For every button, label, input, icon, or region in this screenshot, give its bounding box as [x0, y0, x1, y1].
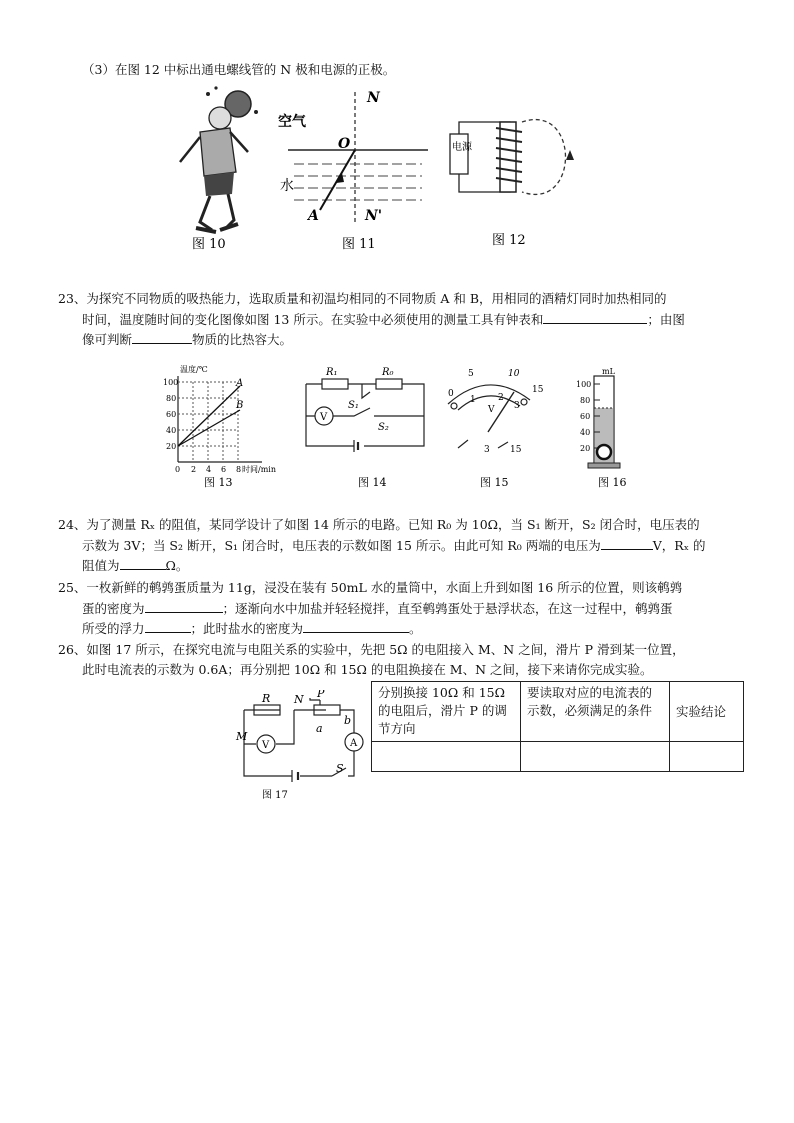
- svg-text:N': N': [365, 208, 383, 224]
- svg-text:20: 20: [580, 444, 591, 453]
- svg-text:15: 15: [510, 445, 522, 455]
- fig12-caption: 图 12: [492, 233, 526, 248]
- svg-text:20: 20: [166, 442, 177, 451]
- svg-text:80: 80: [166, 394, 177, 403]
- question-24-line3: 阻值为 Ω。: [82, 558, 189, 573]
- egg-icon: [597, 445, 611, 459]
- question-22-part3: （3）在图 12 中标出通电螺线管的 N 极和电源的正极。: [82, 62, 396, 77]
- fig17-caption: 图 17: [262, 790, 288, 801]
- answer-blank-tool[interactable]: [543, 311, 647, 324]
- svg-text:R₁: R₁: [326, 367, 338, 378]
- fig13-caption: 图 13: [204, 476, 233, 489]
- answer-blank-substance[interactable]: [132, 331, 192, 344]
- svg-text:S₂: S₂: [378, 422, 389, 433]
- svg-text:水: 水: [280, 178, 294, 194]
- question-25-line3: 所受的浮力 ；此时盐水的密度为 。: [82, 621, 422, 636]
- svg-text:a: a: [316, 722, 323, 735]
- fig11-drawing: [278, 90, 428, 224]
- fig14-caption: 图 14: [358, 476, 387, 489]
- svg-text:V: V: [488, 405, 495, 415]
- svg-text:P: P: [317, 690, 325, 700]
- svg-text:温度/℃: 温度/℃: [180, 365, 208, 374]
- svg-text:R: R: [262, 692, 271, 705]
- svg-text:10: 10: [508, 369, 520, 379]
- svg-text:5: 5: [468, 369, 474, 379]
- svg-text:V: V: [262, 740, 270, 751]
- svg-text:15: 15: [532, 385, 544, 395]
- answer-cell-condition[interactable]: [521, 742, 670, 772]
- fig16-caption: 图 16: [598, 476, 627, 489]
- svg-text:S₁: S₁: [348, 400, 359, 411]
- fig15-voltmeter: [448, 385, 530, 448]
- svg-text:2: 2: [191, 465, 197, 474]
- svg-text:100: 100: [163, 378, 179, 387]
- svg-text:40: 40: [580, 428, 591, 437]
- svg-text:A: A: [350, 738, 358, 749]
- svg-text:空气: 空气: [278, 114, 306, 130]
- question-24-line2: 示数为 3V；当 S₂ 断开，S₁ 闭合时，电压表的示数如图 15 所示。由此可知 R₀ 两端的电压为 V，Rₓ 的: [82, 538, 706, 553]
- table-header-row: [372, 682, 744, 742]
- fig10-drawing: [180, 86, 258, 232]
- svg-text:2: 2: [498, 393, 504, 403]
- question-26-line2: 此时电流表的示数为 0.6A；再分别把 10Ω 和 15Ω 的电阻换接在 M、N 之间，接下来请你完成实验。: [82, 662, 653, 677]
- svg-text:80: 80: [580, 396, 591, 405]
- fig12-drawing: [450, 120, 574, 195]
- svg-text:M: M: [236, 730, 248, 743]
- fig17-circuit: [228, 690, 368, 802]
- svg-text:N: N: [367, 90, 380, 106]
- svg-text:3: 3: [514, 401, 520, 411]
- question-26-line1: 26、如图 17 所示，在探究电流与电阻关系的实验中，先把 5Ω 的电阻接入 M、N 之间，滑片 P 滑到某一位置，: [58, 642, 685, 657]
- svg-text:0: 0: [448, 389, 454, 399]
- answer-blank-resistance[interactable]: [120, 557, 166, 570]
- answer-table: [371, 681, 744, 772]
- head-icon: [209, 107, 231, 129]
- svg-text:电源: 电源: [452, 142, 472, 153]
- question-23-line1: 23、为探究不同物质的吸热能力，选取质量和初温均相同的不同物质 A 和 B，用相同的酒精灯同时加热相同的: [58, 291, 667, 306]
- fig10-caption: 图 10: [192, 237, 226, 252]
- svg-text:时间/min: 时间/min: [242, 465, 276, 474]
- answer-blank-buoyancy[interactable]: [145, 620, 191, 633]
- question-25-line1: 25、一枚新鲜的鹌鹑蛋质量为 11g，浸没在装有 50mL 水的量筒中，水面上升到如图 16 所示的位置，则该鹌鹑: [58, 580, 683, 595]
- table-header-condition: 要读取对应的电流表的示数，必须满足的条件: [521, 682, 670, 742]
- svg-text:N: N: [294, 693, 304, 706]
- figures-13-16: [158, 362, 638, 490]
- svg-text:60: 60: [166, 410, 177, 419]
- question-23-line2: 时间，温度随时间的变化图像如图 13 所示。在实验中必须使用的测量工具有钟表和 ；由图: [82, 312, 685, 327]
- svg-text:O: O: [338, 136, 351, 152]
- fig16-cylinder: [588, 376, 620, 468]
- table-row: [372, 742, 744, 772]
- answer-blank-density[interactable]: [145, 600, 223, 613]
- svg-text:6: 6: [221, 465, 227, 474]
- table-header-conclusion: 实验结论: [670, 682, 744, 742]
- svg-text:A: A: [236, 378, 244, 389]
- answer-blank-salt-density[interactable]: [303, 620, 409, 633]
- svg-text:b: b: [344, 714, 352, 727]
- svg-text:S: S: [336, 762, 344, 775]
- svg-text:B: B: [236, 400, 244, 411]
- svg-text:mL: mL: [602, 367, 615, 376]
- svg-text:1: 1: [470, 395, 476, 405]
- svg-text:4: 4: [206, 465, 212, 474]
- question-23-line3: 像可判断 物质的比热容大。: [82, 332, 293, 347]
- svg-text:V: V: [320, 412, 328, 423]
- table-header-direction: 分别换接 10Ω 和 15Ω 的电阻后，滑片 P 的调节方向: [372, 682, 521, 742]
- svg-text:100: 100: [576, 380, 592, 389]
- fig13-graph: [163, 364, 276, 474]
- figures-10-12: [160, 82, 590, 254]
- answer-cell-conclusion[interactable]: [670, 742, 744, 772]
- svg-text:0: 0: [175, 465, 181, 474]
- answer-blank-voltage[interactable]: [601, 537, 653, 550]
- answer-cell-direction[interactable]: [372, 742, 521, 772]
- svg-text:A: A: [308, 208, 319, 224]
- fig11-caption: 图 11: [342, 237, 376, 252]
- svg-text:3: 3: [484, 445, 490, 455]
- question-25-line2: 蛋的密度为 ；逐渐向水中加盐并轻轻搅拌，直至鹌鹑蛋处于悬浮状态，在这一过程中，鹌鹑蛋: [82, 601, 673, 616]
- fig15-caption: 图 15: [480, 476, 509, 489]
- svg-text:R₀: R₀: [382, 367, 394, 378]
- svg-text:40: 40: [166, 426, 177, 435]
- svg-text:8: 8: [236, 465, 242, 474]
- svg-text:60: 60: [580, 412, 591, 421]
- question-24-line1: 24、为了测量 Rₓ 的阻值，某同学设计了如图 14 所示的电路。已知 R₀ 为 10Ω，当 S₁ 断开，S₂ 闭合时，电压表的: [58, 517, 700, 532]
